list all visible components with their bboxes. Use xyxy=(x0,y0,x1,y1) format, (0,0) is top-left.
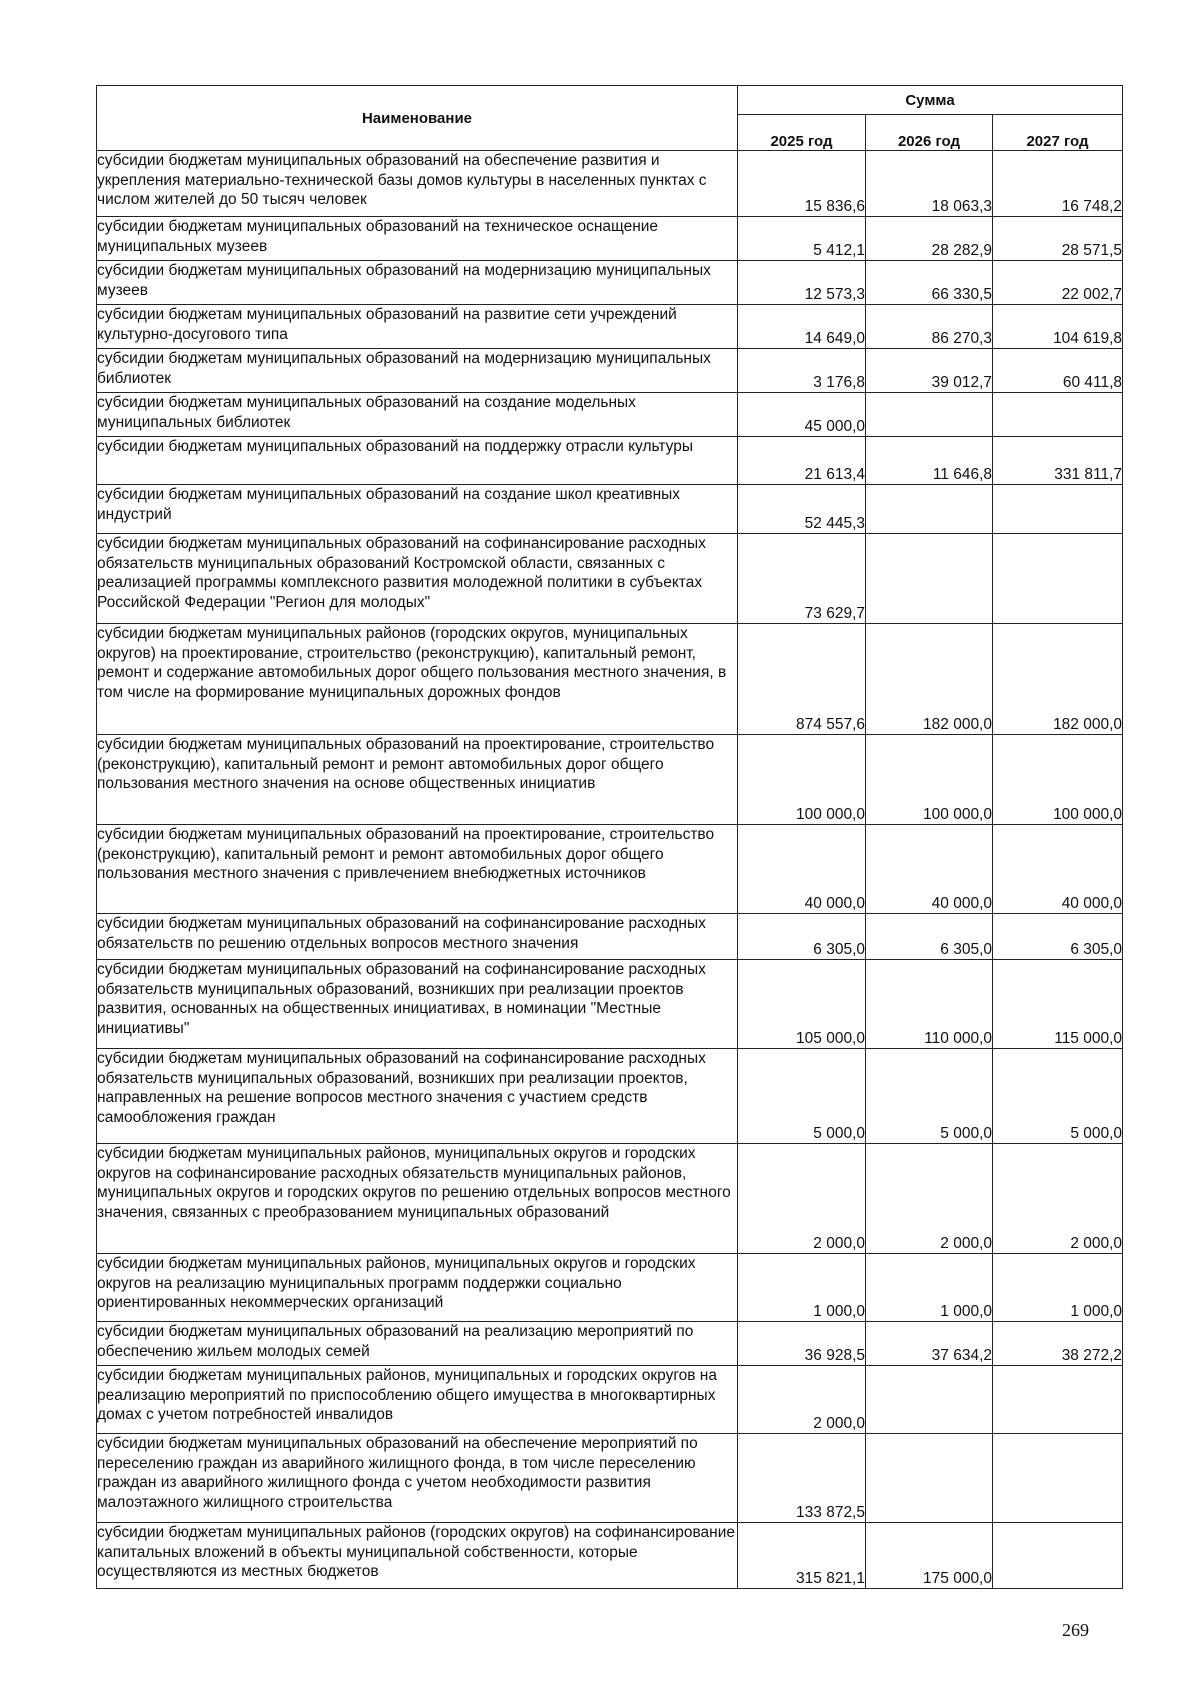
row-value-2026: 175 000,0 xyxy=(866,1523,993,1589)
table-row xyxy=(97,1144,1123,1254)
table-row xyxy=(97,1434,1123,1523)
row-value-2025: 5 412,1 xyxy=(738,217,866,261)
row-value-2026: 66 330,5 xyxy=(866,261,993,305)
table-row xyxy=(97,437,1123,485)
row-value-2026: 37 634,2 xyxy=(866,1322,993,1366)
row-value-2026: 18 063,3 xyxy=(866,151,993,217)
table-row xyxy=(97,1254,1123,1322)
table-row xyxy=(97,624,1123,735)
column-header-2027: 2027 год xyxy=(993,115,1123,151)
row-value-2026: 40 000,0 xyxy=(866,825,993,914)
row-value-2026 xyxy=(866,1366,993,1434)
column-header-2025: 2025 год xyxy=(738,115,866,151)
row-value-2025: 100 000,0 xyxy=(738,735,866,825)
row-name: субсидии бюджетам муниципальных образований на модернизацию муниципальных музеев xyxy=(97,261,738,305)
row-value-2025: 133 872,5 xyxy=(738,1434,866,1523)
row-value-2027: 2 000,0 xyxy=(993,1144,1123,1254)
row-value-2025: 2 000,0 xyxy=(738,1366,866,1434)
row-name: субсидии бюджетам муниципальных образований на создание школ креативных индустрий xyxy=(97,485,738,534)
table-body xyxy=(97,151,1123,1589)
column-header-2026: 2026 год xyxy=(866,115,993,151)
row-value-2027 xyxy=(993,1366,1123,1434)
row-value-2027 xyxy=(993,1434,1123,1523)
row-value-2025: 73 629,7 xyxy=(738,534,866,624)
budget-table xyxy=(96,85,1123,1589)
row-name: субсидии бюджетам муниципальных образований на реализацию мероприятий по обеспечению жильем молодых семей xyxy=(97,1322,738,1366)
row-value-2026 xyxy=(866,534,993,624)
row-value-2026: 5 000,0 xyxy=(866,1049,993,1144)
row-name: субсидии бюджетам муниципальных районов (городских округов, муниципальных округов) на проектирование, строительство (реконструкцию), капитальный ремонт, ремонт и содержание автомобильных дорог общего пользования местного значения, в том числе на формирование муниципальных дорожных фондов xyxy=(97,624,738,735)
row-value-2025: 6 305,0 xyxy=(738,914,866,960)
row-value-2027: 40 000,0 xyxy=(993,825,1123,914)
table-row xyxy=(97,485,1123,534)
table-row xyxy=(97,151,1123,217)
row-value-2027 xyxy=(993,485,1123,534)
table-row xyxy=(97,1322,1123,1366)
row-name: субсидии бюджетам муниципальных районов (городских округов) на софинансирование капитальных вложений в объекты муниципальной собственности, которые осуществляются из местных бюджетов xyxy=(97,1523,738,1589)
row-name: субсидии бюджетам муниципальных образований на обеспечение развития и укрепления материально-технической базы домов культуры в населенных пунктах с числом жителей до 50 тысяч человек xyxy=(97,151,738,217)
row-value-2025: 15 836,6 xyxy=(738,151,866,217)
row-value-2027: 28 571,5 xyxy=(993,217,1123,261)
row-name: субсидии бюджетам муниципальных образований на развитие сети учреждений культурно-досугового типа xyxy=(97,305,738,349)
row-value-2027: 22 002,7 xyxy=(993,261,1123,305)
row-value-2025: 52 445,3 xyxy=(738,485,866,534)
row-name: субсидии бюджетам муниципальных образований на поддержку отрасли культуры xyxy=(97,437,738,485)
row-value-2026: 1 000,0 xyxy=(866,1254,993,1322)
row-value-2026: 11 646,8 xyxy=(866,437,993,485)
row-name: субсидии бюджетам муниципальных образований на софинансирование расходных обязательств по решению отдельных вопросов местного значения xyxy=(97,914,738,960)
row-value-2026: 39 012,7 xyxy=(866,349,993,393)
row-value-2027: 16 748,2 xyxy=(993,151,1123,217)
table-row xyxy=(97,261,1123,305)
row-value-2026: 86 270,3 xyxy=(866,305,993,349)
row-value-2026: 182 000,0 xyxy=(866,624,993,735)
row-value-2027 xyxy=(993,1523,1123,1589)
column-header-name: Наименование xyxy=(97,86,738,151)
row-value-2025: 105 000,0 xyxy=(738,960,866,1049)
row-value-2027: 6 305,0 xyxy=(993,914,1123,960)
row-value-2025: 36 928,5 xyxy=(738,1322,866,1366)
page-number: 269 xyxy=(1062,1620,1089,1640)
row-value-2027 xyxy=(993,393,1123,437)
row-value-2025: 45 000,0 xyxy=(738,393,866,437)
row-value-2027: 38 272,2 xyxy=(993,1322,1123,1366)
row-value-2026: 100 000,0 xyxy=(866,735,993,825)
row-value-2026: 6 305,0 xyxy=(866,914,993,960)
row-value-2027: 331 811,7 xyxy=(993,437,1123,485)
row-name: субсидии бюджетам муниципальных образований на проектирование, строительство (реконструкцию), капитальный ремонт и ремонт автомобильных дорог общего пользования местного значения на основе общественных инициатив xyxy=(97,735,738,825)
row-value-2026: 110 000,0 xyxy=(866,960,993,1049)
row-value-2025: 14 649,0 xyxy=(738,305,866,349)
row-value-2026: 28 282,9 xyxy=(866,217,993,261)
row-name: субсидии бюджетам муниципальных районов, муниципальных и городских округов на реализацию мероприятий по приспособлению общего имущества в многоквартирных домах с учетом потребностей инвалидов xyxy=(97,1366,738,1434)
row-name: субсидии бюджетам муниципальных образований на проектирование, строительство (реконструкцию), капитальный ремонт и ремонт автомобильных дорог общего пользования местного значения с привлечением внебюджетных источников xyxy=(97,825,738,914)
table-row xyxy=(97,1366,1123,1434)
table-row xyxy=(97,349,1123,393)
table-row xyxy=(97,735,1123,825)
row-value-2025: 1 000,0 xyxy=(738,1254,866,1322)
row-value-2025: 21 613,4 xyxy=(738,437,866,485)
row-value-2027: 5 000,0 xyxy=(993,1049,1123,1144)
row-value-2025: 5 000,0 xyxy=(738,1049,866,1144)
row-value-2025: 12 573,3 xyxy=(738,261,866,305)
table-row xyxy=(97,393,1123,437)
column-header-sum: Сумма xyxy=(738,86,1123,115)
row-value-2025: 874 557,6 xyxy=(738,624,866,735)
row-name: субсидии бюджетам муниципальных образований на софинансирование расходных обязательств муниципальных образований, возникших при реализации проектов, направленных на решение вопросов местного значения с участием средств самообложения граждан xyxy=(97,1049,738,1144)
table-row xyxy=(97,914,1123,960)
row-value-2026 xyxy=(866,1434,993,1523)
row-name: субсидии бюджетам муниципальных образований на техническое оснащение муниципальных музеев xyxy=(97,217,738,261)
table-row xyxy=(97,1049,1123,1144)
row-name: субсидии бюджетам муниципальных образований на обеспечение мероприятий по переселению граждан из аварийного жилищного фонда, в том числе переселению граждан из аварийного жилищного фонда с учетом необходимости развития малоэтажного жилищного строительства xyxy=(97,1434,738,1523)
table-row xyxy=(97,960,1123,1049)
table-row xyxy=(97,305,1123,349)
row-value-2025: 40 000,0 xyxy=(738,825,866,914)
table-row xyxy=(97,534,1123,624)
row-name: субсидии бюджетам муниципальных образований на софинансирование расходных обязательств муниципальных образований, возникших при реализации проектов развития, основанных на общественных инициативах, в номинации "Местные инициативы" xyxy=(97,960,738,1049)
row-value-2027: 182 000,0 xyxy=(993,624,1123,735)
row-value-2027: 115 000,0 xyxy=(993,960,1123,1049)
header-row-top xyxy=(97,86,1123,115)
row-value-2027 xyxy=(993,534,1123,624)
row-name: субсидии бюджетам муниципальных образований на модернизацию муниципальных библиотек xyxy=(97,349,738,393)
row-value-2025: 315 821,1 xyxy=(738,1523,866,1589)
row-name: субсидии бюджетам муниципальных образований на софинансирование расходных обязательств муниципальных образований Костромской области, связанных с реализацией программы комплексного развития молодежной политики в субъектах Российской Федерации "Регион для молодых" xyxy=(97,534,738,624)
row-value-2027: 100 000,0 xyxy=(993,735,1123,825)
row-name: субсидии бюджетам муниципальных районов, муниципальных округов и городских округов на реализацию муниципальных программ поддержки социально ориентированных некоммерческих организаций xyxy=(97,1254,738,1322)
row-value-2025: 3 176,8 xyxy=(738,349,866,393)
table-row xyxy=(97,217,1123,261)
table-row xyxy=(97,1523,1123,1589)
row-value-2027: 104 619,8 xyxy=(993,305,1123,349)
row-value-2025: 2 000,0 xyxy=(738,1144,866,1254)
row-value-2026: 2 000,0 xyxy=(866,1144,993,1254)
row-value-2026 xyxy=(866,485,993,534)
row-value-2026 xyxy=(866,393,993,437)
row-name: субсидии бюджетам муниципальных районов, муниципальных округов и городских округов на софинансирование расходных обязательств муниципальных районов, муниципальных округов и городских округов по решению отдельных вопросов местного значения, связанных с преобразованием муниципальных образований xyxy=(97,1144,738,1254)
row-value-2027: 60 411,8 xyxy=(993,349,1123,393)
row-name: субсидии бюджетам муниципальных образований на создание модельных муниципальных библиотек xyxy=(97,393,738,437)
row-value-2027: 1 000,0 xyxy=(993,1254,1123,1322)
table-row xyxy=(97,825,1123,914)
